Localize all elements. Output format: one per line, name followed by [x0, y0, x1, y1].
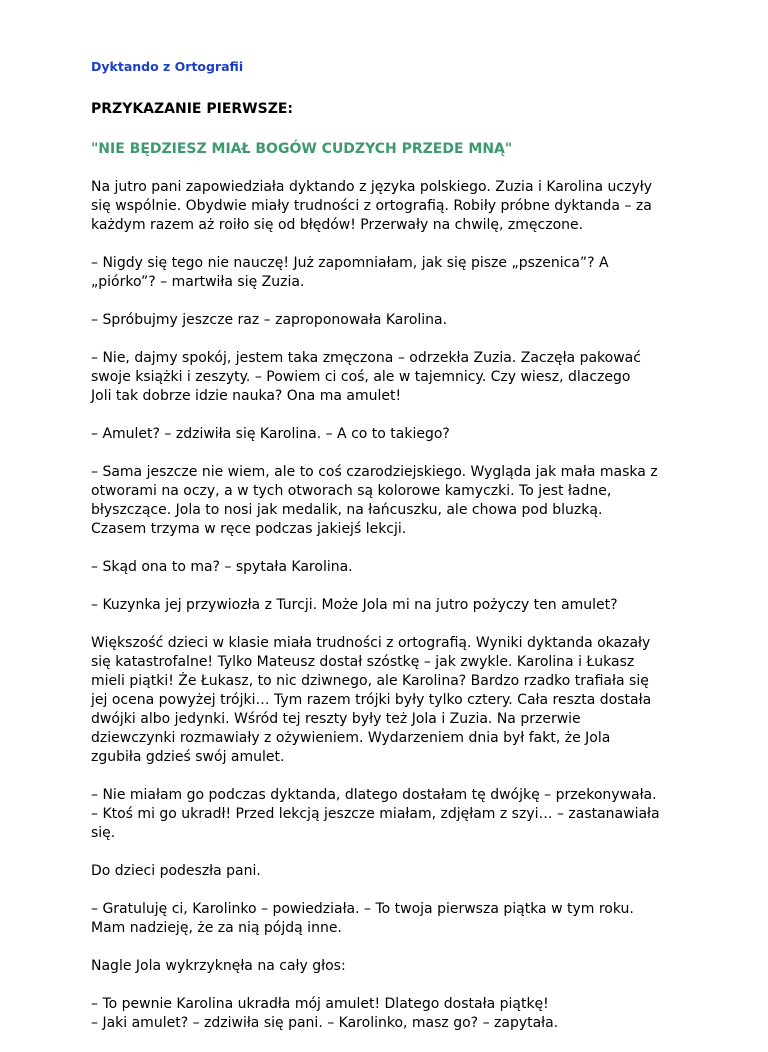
text-line: otworami na oczy, a w tych otworach są kolorowe kamyczki. To jest ładne,	[91, 483, 612, 499]
text-line: – Amulet? – zdziwiła się Karolina. – A co to takiego?	[91, 426, 450, 442]
text-line: Do dzieci podeszła pani.	[91, 863, 261, 879]
text-line: – Ktoś mi go ukradł! Przed lekcją jeszcze miałam, zdjęłam z szyi… – zastanawiała	[91, 806, 660, 822]
text-line: dwójki albo jedynki. Wśród tej reszty były też Jola i Zuzia. Na przerwie	[91, 711, 581, 727]
text-line: – Kuzynka jej przywiozła z Turcji. Może Jola mi na jutro pożyczy ten amulet?	[91, 597, 618, 613]
text-line: Nagle Jola wykrzyknęła na cały głos:	[91, 958, 346, 974]
text-line: błyszczące. Jola to nosi jak medalik, na łańcuszku, ale chowa pod bluzką.	[91, 502, 603, 518]
text-line: – Gratuluję ci, Karolinko – powiedziała. – To twoja pierwsza piątka w tym roku.	[91, 901, 634, 917]
text-line: dziewczynki rozmawiały z ożywieniem. Wydarzeniem dnia był fakt, że Jola	[91, 730, 611, 746]
paragraph	[91, 349, 691, 406]
paragraph	[91, 862, 691, 881]
story-title: "NIE BĘDZIESZ MIAŁ BOGÓW CUDZYCH PRZEDE MNĄ"	[91, 141, 513, 157]
paragraph	[91, 786, 691, 843]
paragraph	[91, 254, 691, 292]
text-line: – Skąd ona to ma? – spytała Karolina.	[91, 559, 353, 575]
text-line: się katastrofalne! Tylko Mateusz dostał szóstkę – jak zwykle. Karolina i Łukasz	[91, 654, 635, 670]
commandment-heading: PRZYKAZANIE PIERWSZE:	[91, 101, 294, 117]
paragraph	[91, 634, 691, 767]
text-line: Mam nadzieję, że za nią pójdą inne.	[91, 920, 342, 936]
text-line: mieli piątki! Że Łukasz, to nic dziwnego, ale Karolina? Bardzo rzadko trafiała się	[91, 673, 649, 689]
text-line: – Spróbujmy jeszcze raz – zaproponowała Karolina.	[91, 312, 448, 328]
text-line: – Nie miałam go podczas dyktanda, dlatego dostałam tę dwójkę – przekonywała.	[91, 787, 657, 803]
paragraph	[91, 995, 691, 1033]
paragraph	[91, 596, 691, 615]
text-line: – Nigdy się tego nie nauczę! Już zapomniałam, jak się pisze „pszenica”? A	[91, 255, 609, 271]
text-line: Czasem trzyma w ręce podczas jakiejś lekcji.	[91, 521, 407, 537]
paragraph	[91, 900, 691, 938]
story-body	[91, 178, 691, 1033]
text-line: – Jaki amulet? – zdziwiła się pani. – Karolinko, masz go? – zapytała.	[91, 1015, 559, 1031]
text-line: swoje książki i zeszyty. – Powiem ci coś, ale w tajemnicy. Czy wiesz, dlaczego	[91, 369, 631, 385]
text-line: – To pewnie Karolina ukradła mój amulet! Dlatego dostała piątkę!	[91, 996, 549, 1012]
paragraph	[91, 558, 691, 577]
text-line: się.	[91, 825, 116, 841]
site-link[interactable]: Dyktando z Ortografii	[91, 59, 244, 74]
paragraph	[91, 425, 691, 444]
paragraph	[91, 311, 691, 330]
text-line: Joli tak dobrze idzie nauka? Ona ma amulet!	[91, 388, 402, 404]
text-line: Na jutro pani zapowiedziała dyktando z języka polskiego. Zuzia i Karolina uczyły	[91, 179, 652, 195]
text-line: jej ocena powyżej trójki… Tym razem trójki były tylko cztery. Cała reszta dostała	[91, 692, 652, 708]
paragraph	[91, 463, 691, 539]
document-page	[91, 58, 691, 1052]
text-line: Większość dzieci w klasie miała trudności z ortografią. Wyniki dyktanda okazały	[91, 635, 651, 651]
paragraph	[91, 957, 691, 976]
text-line: się wspólnie. Obydwie miały trudności z ortografią. Robiły próbne dyktanda – za	[91, 198, 652, 214]
text-line: – Sama jeszcze nie wiem, ale to coś czarodziejskiego. Wygląda jak mała maska z	[91, 464, 658, 480]
text-line: „piórko”? – martwiła się Zuzia.	[91, 274, 305, 290]
text-line: każdym razem aż roiło się od błędów! Przerwały na chwilę, zmęczone.	[91, 217, 584, 233]
paragraph	[91, 178, 691, 235]
text-line: – Nie, dajmy spokój, jestem taka zmęczona – odrzekła Zuzia. Zaczęła pakować	[91, 350, 641, 366]
text-line: zgubiła gdzieś swój amulet.	[91, 749, 285, 765]
